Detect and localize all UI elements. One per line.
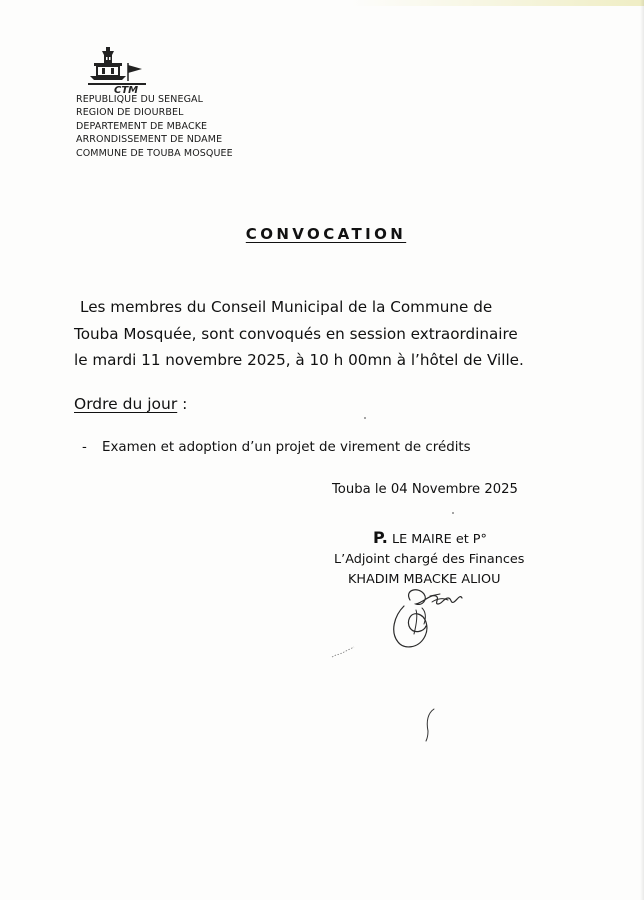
body-line-2: Touba Mosquée, sont convoqués en session extraordinaire — [74, 324, 518, 343]
header-line-republic: REPUBLIQUE DU SENEGAL — [76, 94, 204, 105]
list-item — [82, 440, 471, 455]
signatory-name: KHADIM MBACKE ALIOU — [348, 572, 501, 587]
signatory-title-rest: LE MAIRE et P° — [387, 532, 487, 547]
agenda-list — [82, 440, 471, 455]
list-bullet: - — [82, 440, 87, 455]
logo-text: CTM — [114, 85, 139, 95]
header-line-department: DEPARTEMENT DE MBACKE — [76, 120, 208, 132]
signatory-title — [330, 528, 524, 550]
signatory-role: L’Adjoint chargé des Finances — [334, 552, 525, 567]
handwritten-signature — [370, 580, 480, 660]
title-text: CONVOCATION — [245, 225, 407, 243]
administrative-header — [76, 93, 233, 160]
body-line-3: le mardi 11 novembre 2025, à 10 h 00mn à l’hôtel de Ville. — [74, 351, 524, 369]
pen-tick-mark — [420, 705, 440, 745]
header-line-arrondissement: ARRONDISSEMENT DE NDAME — [76, 134, 223, 146]
scan-artifact-edge — [640, 0, 644, 900]
agenda-item-text: Examen et adoption d’un projet de virement de crédits — [102, 440, 471, 455]
header-line-region: REGION DE DIOURBEL — [76, 107, 184, 119]
signatory-prefix: P. — [373, 528, 388, 547]
scan-artifact-top — [350, 0, 644, 6]
agenda-heading — [74, 395, 187, 413]
scan-speck — [452, 512, 454, 514]
header-line-commune: COMMUNE DE TOUBA MOSQUEE — [76, 147, 233, 159]
commune-logo-icon — [80, 45, 160, 95]
agenda-heading-colon: : — [177, 395, 188, 413]
pen-stroke-mark — [330, 645, 358, 659]
agenda-heading-text: Ordre du jour — [74, 395, 178, 413]
convocation-body — [74, 294, 574, 374]
place-date: Touba le 04 Novembre 2025 — [332, 482, 518, 497]
scan-speck — [364, 417, 366, 419]
document-title — [0, 224, 644, 243]
body-line-1: Les membres du Conseil Municipal de la Commune de — [80, 298, 493, 316]
